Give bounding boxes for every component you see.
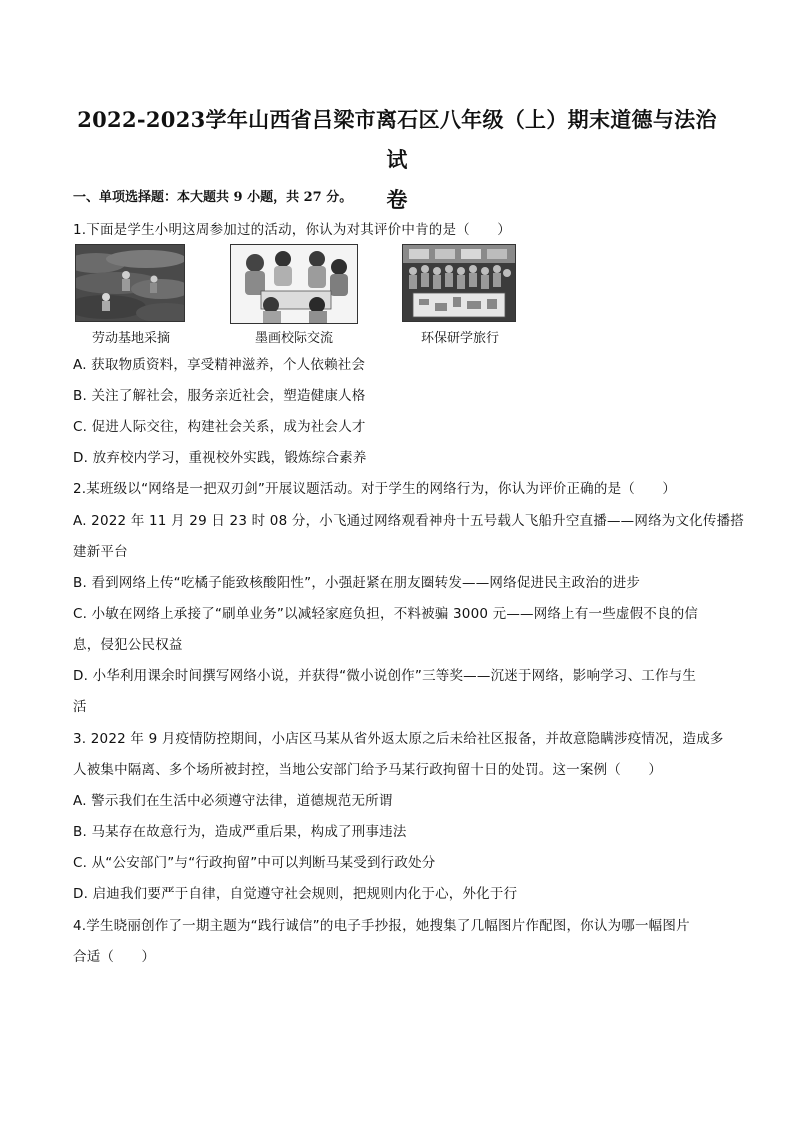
question-2-option-c-cont: 息，侵犯公民权益	[73, 637, 183, 653]
question-3-stem-line1: 3. 2022 年 9 月疫情防控期间，小店区马某从省外返太原之后未给社区报备，并故意隐瞒涉疫情况，造成多	[73, 731, 724, 747]
exam-title-line1: 2022-2023学年山西省吕梁市离石区八年级（上）期末道德与法治试	[77, 107, 717, 172]
question-1-caption-3: 环保研学旅行	[420, 331, 499, 346]
question-2-option-d-cont: 活	[73, 699, 87, 715]
question-2-option-d: D. 小华利用课余时间撰写网络小说，并获得“微小说创作”三等奖——沉迷于网络，影响学习、工作与生	[73, 668, 697, 684]
question-3-option-b: B. 马某存在故意行为，造成严重后果，构成了刑事违法	[73, 824, 407, 840]
question-1-image-2	[230, 244, 358, 324]
tea-picking-photo	[75, 244, 185, 322]
question-3-option-a: A. 警示我们在生活中必须遵守法律，道德规范无所谓	[73, 793, 393, 809]
question-1-option-b: B. 关注了解社会，服务亲近社会，塑造健康人格	[73, 388, 366, 404]
question-1-image-3	[402, 244, 516, 322]
question-4-stem-line1: 4.学生晓丽创作了一期主题为“践行诚信”的电子手抄报，她搜集了几幅图片作配图，你认为哪一幅图片	[73, 918, 690, 934]
question-3-option-d: D. 启迪我们要严于自律，自觉遵守社会规则，把规则内化于心，外化于行	[73, 886, 518, 902]
question-1-image-1	[75, 244, 185, 322]
question-2-stem: 2.某班级以“网络是一把双刃剑”开展议题活动。对于学生的网络行为，你认为评价正确的是（ ）	[73, 481, 677, 497]
question-1-caption-1: 劳动基地采摘	[91, 331, 170, 346]
question-2-option-a: A. 2022 年 11 月 29 日 23 时 08 分，小飞通过网络观看神舟十五号载人飞船升空直播——网络为文化传播搭	[73, 513, 744, 529]
question-3-option-c: C. 从“公安部门”与“行政拘留”中可以判断马某受到行政处分	[73, 855, 436, 871]
question-1-option-d: D. 放弃校内学习，重视校外实践，锻炼综合素养	[73, 450, 367, 466]
question-2-option-a-cont: 建新平台	[73, 544, 128, 560]
exam-title-line2: 卷	[386, 187, 408, 212]
museum-visit-photo	[402, 244, 516, 322]
ink-painting-illustration	[230, 244, 358, 324]
question-3-stem-line2: 人被集中隔离、多个场所被封控，当地公安部门给予马某行政拘留十日的处罚。这一案例（ ）	[73, 762, 663, 778]
section-heading: 一、单项选择题：本大题共 9 小题，共 27 分。	[73, 190, 353, 205]
question-2-option-c: C. 小敏在网络上承接了“刷单业务”以减轻家庭负担，不料被骗 3000 元——网络上有一些虚假不良的信	[73, 606, 699, 622]
question-1-option-a: A. 获取物质资料，享受精神滋养，个人依赖社会	[73, 357, 366, 373]
question-1-option-c: C. 促进人际交往，构建社会关系，成为社会人才	[73, 419, 366, 435]
question-1-caption-2: 墨画校际交流	[254, 331, 333, 346]
question-2-option-b: B. 看到网络上传“吃橘子能致核酸阳性”，小强赶紧在朋友圈转发——网络促进民主政治的进步	[73, 575, 641, 591]
question-1-stem: 1.下面是学生小明这周参加过的活动，你认为对其评价中肯的是（ ）	[73, 222, 511, 238]
question-4-stem-line2: 合适（ ）	[73, 949, 156, 965]
